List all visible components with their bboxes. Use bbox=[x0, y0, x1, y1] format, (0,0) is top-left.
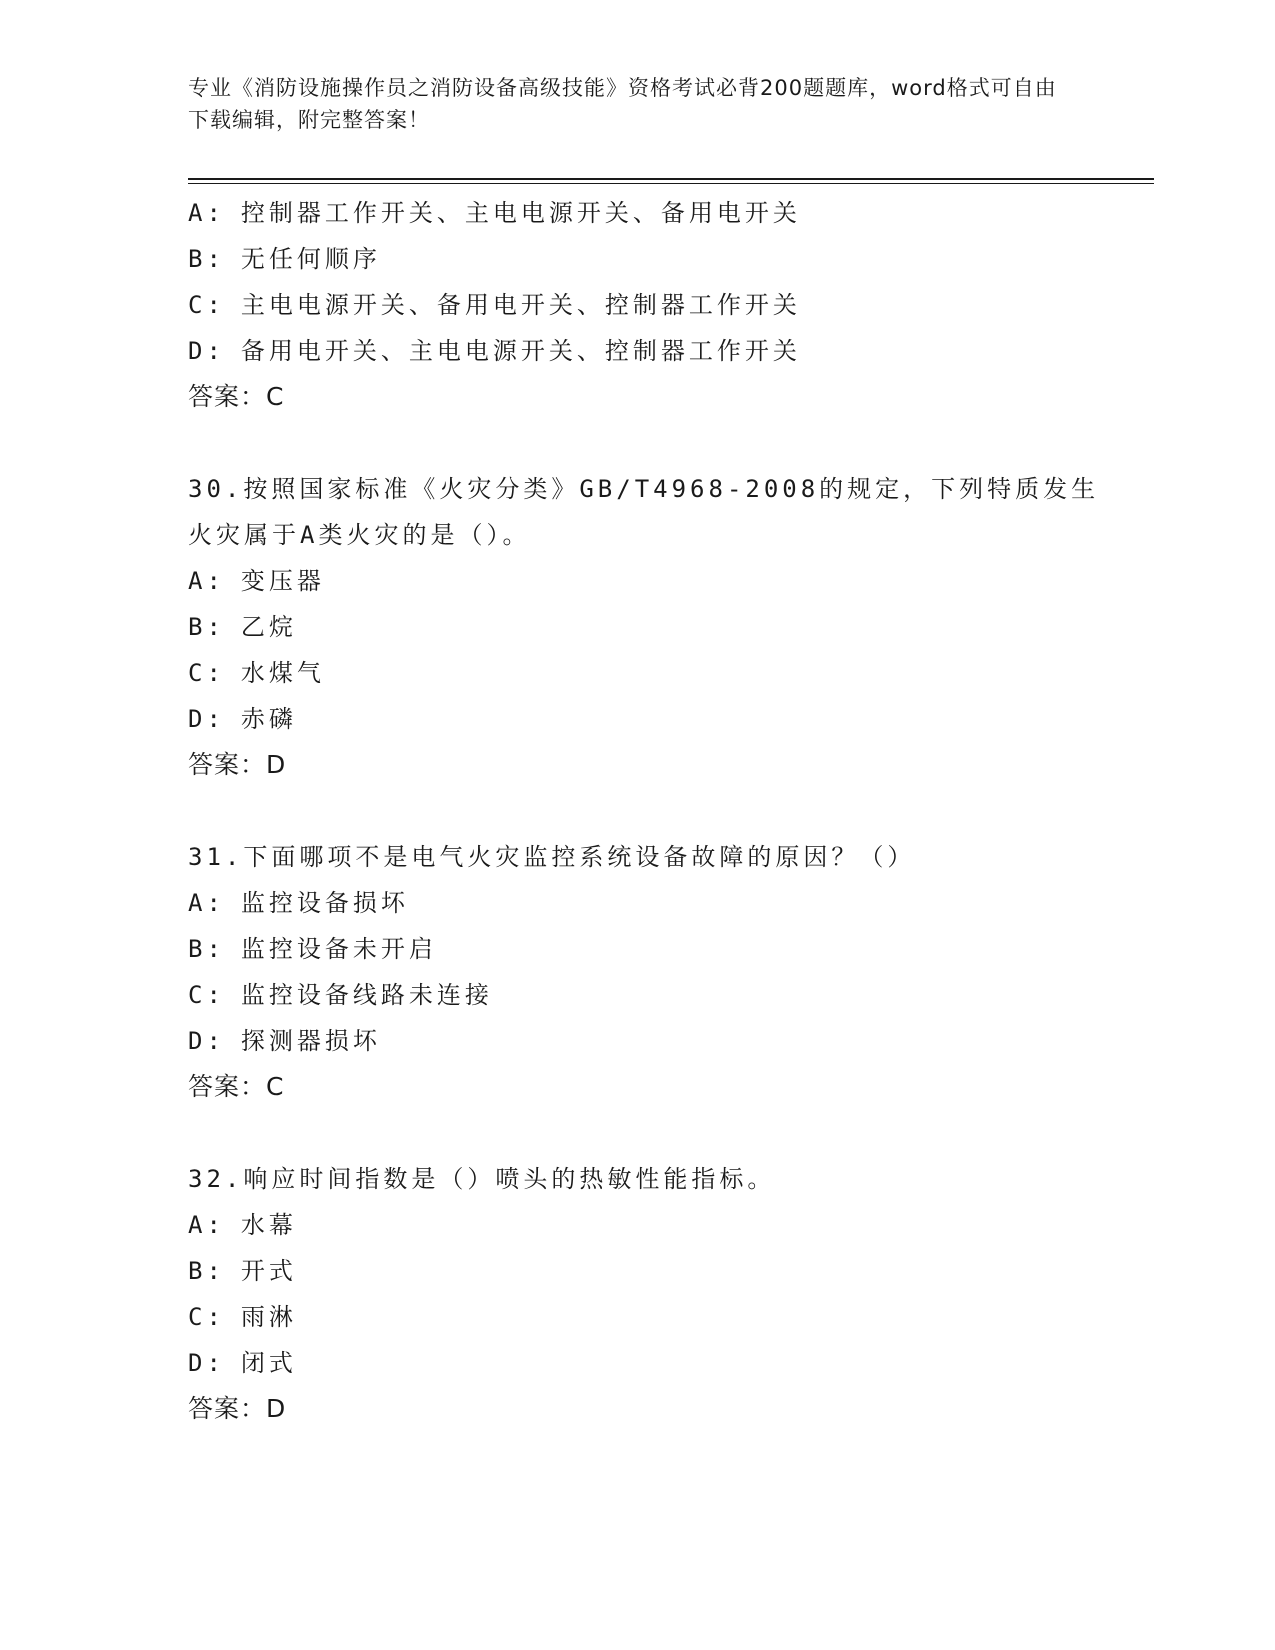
question-stem: 30.按照国家标准《火灾分类》GB/T4968-2008的规定，下列特质发生 bbox=[188, 475, 1100, 503]
answer-line: 答案：D bbox=[188, 750, 287, 779]
option-b: B: 无任何顺序 bbox=[188, 245, 381, 273]
option-c: C: 水煤气 bbox=[188, 659, 325, 687]
question-stem: 32.响应时间指数是（）喷头的热敏性能指标。 bbox=[188, 1165, 776, 1193]
question-stem: 火灾属于A类火灾的是（）。 bbox=[188, 521, 531, 549]
option-a: A: 控制器工作开关、主电电源开关、备用电开关 bbox=[188, 199, 801, 227]
option-d: D: 闭式 bbox=[188, 1349, 297, 1377]
option-d: D: 赤磷 bbox=[188, 705, 297, 733]
option-a: A: 监控设备损坏 bbox=[188, 889, 409, 917]
answer-line: 答案：C bbox=[188, 382, 285, 411]
option-a: A: 变压器 bbox=[188, 567, 325, 595]
option-c: C: 雨淋 bbox=[188, 1303, 297, 1331]
option-a: A: 水幕 bbox=[188, 1211, 297, 1239]
option-b: B: 开式 bbox=[188, 1257, 297, 1285]
option-c: C: 监控设备线路未连接 bbox=[188, 981, 493, 1009]
option-b: B: 监控设备未开启 bbox=[188, 935, 437, 963]
answer-line: 答案：C bbox=[188, 1072, 285, 1101]
question-list bbox=[188, 190, 1100, 1432]
header-rule-thin bbox=[188, 183, 1154, 184]
header-rule-thick bbox=[188, 178, 1154, 180]
question-stem: 31.下面哪项不是电气火灾监控系统设备故障的原因？（） bbox=[188, 843, 916, 871]
option-d: D: 探测器损坏 bbox=[188, 1027, 381, 1055]
option-b: B: 乙烷 bbox=[188, 613, 297, 641]
document-header: 专业《消防设施操作员之消防设备高级技能》资格考试必背200题题库，word格式可自由下载编辑，附完整答案！ bbox=[188, 76, 1057, 132]
question-block bbox=[188, 1156, 1088, 1432]
question-block bbox=[188, 834, 1088, 1110]
option-c: C: 主电电源开关、备用电开关、控制器工作开关 bbox=[188, 291, 801, 319]
answer-line: 答案：D bbox=[188, 1394, 287, 1423]
question-block bbox=[188, 190, 1088, 420]
option-d: D: 备用电开关、主电电源开关、控制器工作开关 bbox=[188, 337, 801, 365]
question-block bbox=[188, 466, 1100, 788]
